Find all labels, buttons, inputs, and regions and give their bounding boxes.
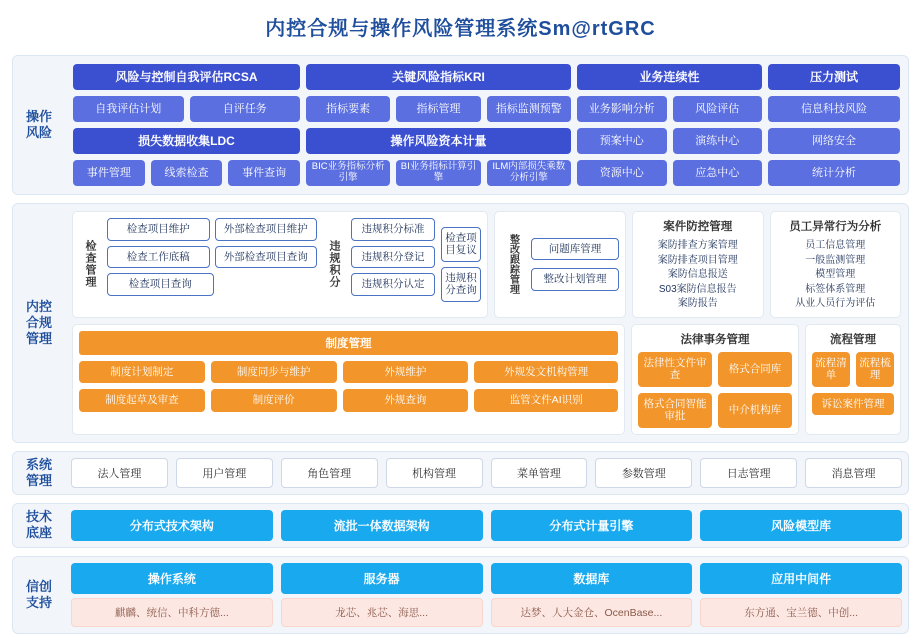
employee-behavior-box [770,211,902,318]
sysmgmt-item-3[interactable]: 外规发文机构管理 [474,361,618,384]
bcm-resource-center[interactable]: 资源中心 [577,160,667,186]
sysmgmt-item-4[interactable]: 制度起草及审查 [79,389,205,412]
xc-server-title[interactable]: 服务器 [281,563,483,594]
xc-os-title[interactable]: 操作系统 [71,563,273,594]
op-col-stress [768,64,900,186]
ldc-item-1[interactable]: 线索检查 [151,160,223,186]
legal-item-3[interactable]: 中介机构库 [718,393,792,428]
xc-group-db [491,563,693,627]
section-system-management [12,451,909,495]
case-item-1[interactable]: 案防排查项目管理 [657,254,738,266]
xc-group-os [71,563,273,627]
tech-item-3[interactable]: 风险模型库 [700,510,902,541]
case-prevention-header: 案件防控管理 [663,221,733,233]
check-management-box [72,211,488,318]
violation-item-2[interactable]: 违规积分认定 [351,273,435,296]
capital-item-2[interactable]: ILM内部损失乘数分析引擎 [487,160,571,186]
case-item-2[interactable]: 案防信息报送 [667,269,728,280]
rcsa-item-0[interactable]: 自我评估计划 [73,96,184,122]
section-label-compliance: 内控 合规 管理 [25,298,52,347]
check-item-2[interactable]: 检查工作底稿 [107,246,210,269]
rcsa-item-1[interactable]: 自评任务 [190,96,301,122]
sysadmin-item-6[interactable]: 日志管理 [700,458,797,488]
tech-item-2[interactable]: 分布式计量引擎 [491,510,693,541]
stress-test-header[interactable]: 压力测试 [768,64,900,90]
review-item-1[interactable]: 违规积分查询 [441,267,481,302]
process-management-header: 流程管理 [830,333,876,346]
case-item-4[interactable]: 案防报告 [677,298,718,309]
xc-db-vendors: 达梦、人大金仓、OcenBase... [491,598,693,627]
sysadmin-item-7[interactable]: 消息管理 [805,458,902,488]
section-tech-base [12,503,909,548]
section-label-tech-base: 技术 底座 [25,509,52,541]
compliance-body [65,204,908,442]
kri-header[interactable]: 关键风险指标KRI [306,64,571,90]
sysadmin-item-4[interactable]: 菜单管理 [491,458,588,488]
bcm-plan-center[interactable]: 预案中心 [577,128,667,154]
xc-support-items [65,557,908,633]
bcm-item-1[interactable]: 风险评估 [673,96,763,122]
review-item-0[interactable]: 检查项目复议 [441,227,481,262]
network-security-item[interactable]: 网络安全 [768,128,900,154]
sysmgmt-item-2[interactable]: 外规维护 [343,361,469,384]
it-risk-item[interactable]: 信息科技风险 [768,96,900,122]
sysmgmt-item-5[interactable]: 制度评价 [211,389,337,412]
section-xc-support [12,556,909,634]
kri-item-0[interactable]: 指标要素 [306,96,390,122]
employee-item-2[interactable]: 模型管理 [815,269,856,280]
process-item-0[interactable]: 流程清单 [812,352,850,387]
xc-group-server [281,563,483,627]
violation-points-label: 违规积分 [328,240,341,289]
employee-behavior-header: 员工异常行为分析 [789,221,882,233]
bcm-emergency-center[interactable]: 应急中心 [673,160,763,186]
operational-risk-grid [65,56,908,194]
sysadmin-item-1[interactable]: 用户管理 [176,458,273,488]
page-title: 内控合规与操作风险管理系统Sm@rtGRC [265,18,656,40]
tech-base-items [65,504,908,547]
capital-item-0[interactable]: BIC业务指标分析引擎 [306,160,390,186]
xc-db-title[interactable]: 数据库 [491,563,693,594]
xc-group-middleware [700,563,902,627]
kri-item-1[interactable]: 指标管理 [396,96,480,122]
ldc-item-2[interactable]: 事件查询 [228,160,300,186]
legal-item-2[interactable]: 格式合同智能审批 [638,393,712,428]
legal-affairs-header: 法律事务管理 [680,333,750,346]
xc-server-vendors: 龙芯、兆芯、海思... [281,598,483,627]
capital-header[interactable]: 操作风险资本计量 [306,128,571,154]
case-prevention-box [632,211,764,318]
sysmgmt-item-7[interactable]: 监管文件AI识别 [474,389,618,412]
sysadmin-item-2[interactable]: 角色管理 [281,458,378,488]
rcsa-header[interactable]: 风险与控制自我评估RCSA [73,64,300,90]
section-label-xc-support: 信创 支持 [25,578,52,610]
employee-item-4[interactable]: 从业人员行为评估 [795,298,876,309]
op-col-kri [306,64,571,186]
ldc-header[interactable]: 损失数据收集LDC [73,128,300,154]
section-label-operational-risk: 操作 风险 [25,108,52,140]
check-item-3[interactable]: 外部检查项目查询 [215,246,318,269]
rectification-item-1[interactable]: 整改计划管理 [531,268,619,291]
section-compliance [12,203,909,443]
violation-item-0[interactable]: 违规积分标准 [351,218,435,241]
employee-item-0[interactable]: 员工信息管理 [805,240,866,251]
rectification-item-0[interactable]: 问题库管理 [531,238,619,261]
sysmgmt-item-0[interactable]: 制度计划制定 [79,361,205,384]
capital-item-1[interactable]: BI业务指标计算引擎 [396,160,480,186]
employee-item-3[interactable]: 标签体系管理 [805,283,866,295]
case-item-0[interactable]: 案防排查方案管理 [657,240,738,251]
sysadmin-item-5[interactable]: 参数管理 [595,458,692,488]
xc-os-vendors: 麒麟、统信、中科方德... [71,598,273,627]
process-item-2[interactable]: 诉讼案件管理 [812,393,894,416]
rectification-label: 整改跟踪管理 [507,234,519,295]
op-col-rcsa [73,64,300,186]
process-management-box [805,324,901,435]
xc-middleware-vendors: 东方通、宝兰德、中创... [700,598,902,627]
system-management-box [72,324,625,435]
system-management-header: 制度管理 [79,331,618,355]
check-management-label: 检查管理 [84,240,97,289]
op-col-bcm [577,64,762,186]
employee-item-1[interactable]: 一般监测管理 [805,254,866,266]
process-item-1[interactable]: 流程梳理 [856,352,894,387]
bcm-header[interactable]: 业务连续性 [577,64,762,90]
section-operational-risk [12,55,909,195]
legal-item-0[interactable]: 法律性文件审查 [638,352,712,387]
kri-item-2[interactable]: 指标监测预警 [487,96,571,122]
tech-item-1[interactable]: 流批一体数据架构 [281,510,483,541]
check-item-0[interactable]: 检查项目维护 [107,218,210,241]
bcm-drill-center[interactable]: 演练中心 [673,128,763,154]
xc-middleware-title[interactable]: 应用中间件 [700,563,902,594]
bcm-item-0[interactable]: 业务影响分析 [577,96,667,122]
violation-item-1[interactable]: 违规积分登记 [351,246,435,269]
section-label-system-management: 系统 管理 [25,456,52,488]
sysadmin-item-0[interactable]: 法人管理 [71,458,168,488]
sysmgmt-item-1[interactable]: 制度同步与维护 [211,361,337,384]
system-management-items [65,452,908,494]
statistics-item[interactable]: 统计分析 [768,160,900,186]
legal-affairs-box [631,324,799,435]
case-item-3[interactable]: S03案防信息报告 [658,283,737,295]
tech-item-0[interactable]: 分布式技术架构 [71,510,273,541]
ldc-item-0[interactable]: 事件管理 [73,160,145,186]
legal-item-1[interactable]: 格式合同库 [718,352,792,387]
sysadmin-item-3[interactable]: 机构管理 [386,458,483,488]
check-item-1[interactable]: 外部检查项目维护 [215,218,318,241]
check-item-4[interactable]: 检查项目查询 [107,273,214,296]
sysmgmt-item-6[interactable]: 外规查询 [343,389,469,412]
rectification-box [494,211,626,318]
